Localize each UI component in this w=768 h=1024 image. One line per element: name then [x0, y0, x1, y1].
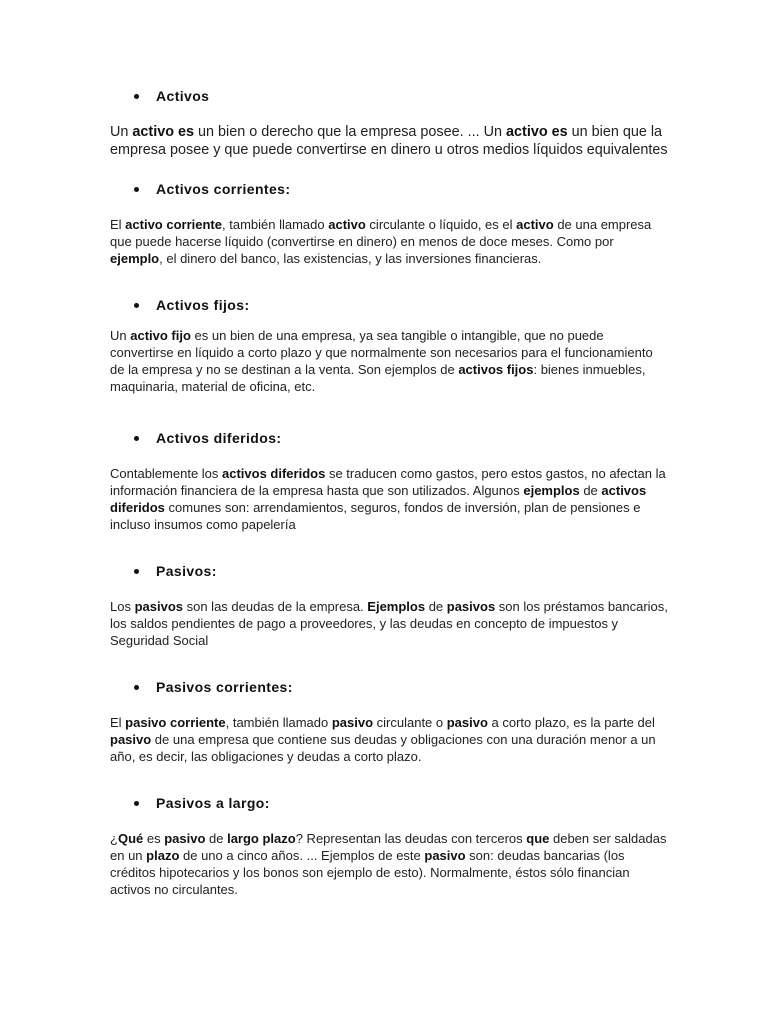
bullet-icon [134, 187, 139, 192]
heading-text: Pasivos: [156, 563, 217, 579]
heading-text: Activos [156, 88, 210, 104]
bold-term: activos fijos [458, 362, 534, 377]
text-run: El [110, 715, 126, 730]
bold-term: activo [516, 217, 554, 232]
section-heading [131, 181, 670, 198]
section-activos-fijos [110, 297, 670, 395]
bold-term: que [526, 831, 550, 846]
bold-term: activo es [132, 124, 195, 140]
text-run: son: deudas bancarias (los créditos hipotecarios y los bonos son ejemplo de esto). Normalmente, éstos sólo financian activos no circulantes. [110, 848, 630, 897]
bold-term: activo es [506, 124, 568, 140]
heading-text: Activos fijos: [156, 297, 250, 313]
text-run: , el dinero del banco, las existencias, y las inversiones financieras. [159, 251, 542, 266]
text-run: ¿ [110, 831, 118, 846]
text-run: Un [110, 124, 133, 140]
text-run: : bienes inmuebles, maquinaria, material de oficina, etc. [110, 362, 646, 394]
text-run: , también llamado [222, 217, 329, 232]
section-heading [131, 297, 670, 314]
text-run: de [205, 831, 228, 846]
text-run: de una empresa que puede hacerse líquido (convertirse en dinero) en menos de doce meses. Como por [110, 217, 652, 249]
section-paragraph [110, 714, 670, 765]
bold-term: pasivos [446, 599, 496, 614]
text-run: Un [110, 328, 131, 343]
bold-term: activos diferidos [110, 483, 647, 515]
bold-term: activo [328, 217, 366, 232]
section-paragraph [110, 465, 670, 533]
heading-text: Activos diferidos: [156, 430, 282, 446]
bullet-icon [134, 303, 139, 308]
section-activos [110, 88, 670, 159]
bullet-icon [134, 685, 139, 690]
bold-term: pasivo [446, 715, 488, 730]
text-run: Los [110, 599, 135, 614]
text-run: un bien o derecho que la empresa posee. ... Un [194, 124, 507, 140]
bold-term: pasivo corriente [125, 715, 226, 730]
bold-term: pasivo [164, 831, 206, 846]
text-run: se traducen como gastos, pero estos gastos, no afectan la información financiera de la empresa hasta que son utilizados. Algunos [110, 466, 666, 498]
section-pasivos-corrientes [110, 679, 670, 765]
text-run: es [143, 831, 165, 846]
bold-term: ejemplo [110, 251, 160, 266]
section-paragraph [110, 598, 670, 649]
bold-term: activo fijo [130, 328, 191, 343]
section-pasivos-a-largo [110, 795, 670, 898]
text-run: un bien que la empresa posee y que puede convertirse en dinero u otros medios líquidos equivalentes [110, 124, 668, 158]
text-run: de [425, 599, 447, 614]
text-run: es un bien de una empresa, ya sea tangible o intangible, que no puede convertirse en líquido a corto plazo y que normalmente son necesarios para el funcionamiento de la empresa y no se destinan a la venta. Son ejemplos de [110, 328, 653, 377]
heading-text: Pasivos corrientes: [156, 679, 293, 695]
text-run: de una empresa que contiene sus deudas y obligaciones con una duración menor a un año, es decir, las obligaciones y deudas a corto plazo. [110, 732, 656, 764]
section-activos-corrientes [110, 181, 670, 267]
text-run: circulante o líquido, es el [365, 217, 517, 232]
section-heading [131, 563, 670, 580]
text-run: son los préstamos bancarios, los saldos pendientes de pago a proveedores, y las deudas en concepto de impuestos y Seguridad Social [110, 599, 668, 648]
section-paragraph [110, 216, 670, 267]
bold-term: plazo [146, 848, 180, 863]
section-paragraph [110, 830, 670, 898]
text-run: de [579, 483, 602, 498]
text-run: , también llamado [225, 715, 332, 730]
bold-term: largo plazo [227, 831, 296, 846]
bold-term: activo corriente [125, 217, 222, 232]
section-activos-diferidos [110, 430, 670, 533]
bullet-icon [134, 436, 139, 441]
text-run: ? Representan las deudas con terceros [295, 831, 527, 846]
bold-term: pasivo [110, 732, 152, 747]
bold-term: pasivos [134, 599, 183, 614]
bold-term: pasivo [424, 848, 466, 863]
bullet-icon [134, 94, 139, 99]
text-run: El [110, 217, 126, 232]
section-pasivos [110, 563, 670, 649]
section-heading [131, 795, 670, 812]
bold-term: pasivo [331, 715, 374, 730]
bullet-icon [134, 801, 139, 806]
text-run: comunes son: arrendamientos, seguros, fondos de inversión, plan de pensiones e incluso insumos como papelería [110, 500, 641, 532]
section-paragraph [110, 123, 670, 159]
heading-text: Pasivos a largo: [156, 795, 270, 811]
section-paragraph [110, 327, 670, 395]
text-run: a corto plazo, es la parte del [487, 715, 655, 730]
bullet-icon [134, 569, 139, 574]
bold-term: activos diferidos [222, 466, 326, 481]
section-heading [131, 679, 670, 696]
text-run: Contablemente los [110, 466, 223, 481]
text-run: deben ser saldadas en un [110, 831, 667, 863]
text-run: circulante o [373, 715, 447, 730]
text-run: de uno a cinco años. ... Ejemplos de este [179, 848, 425, 863]
bold-term: Ejemplos [367, 599, 426, 614]
text-run: son las deudas de la empresa. [183, 599, 368, 614]
bold-term: Qué [117, 831, 144, 846]
section-heading [131, 430, 670, 447]
bold-term: ejemplos [523, 483, 580, 498]
heading-text: Activos corrientes: [156, 181, 291, 197]
section-heading [131, 88, 670, 105]
